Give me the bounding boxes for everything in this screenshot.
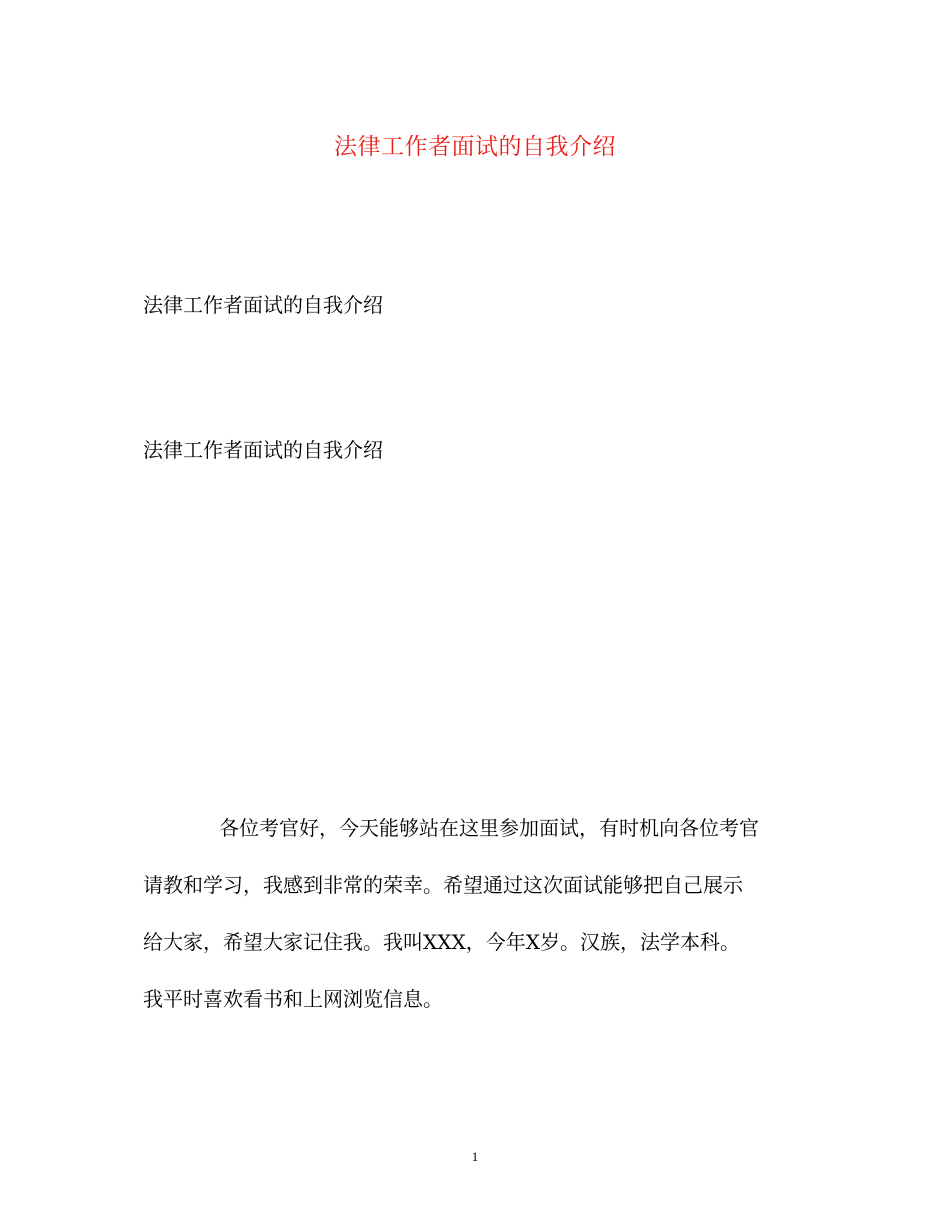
body-line-3: 给大家，希望大家记住我。我叫XXX，今年X岁。汉族，法学本科。: [143, 930, 740, 954]
body-line-4: 我平时喜欢看书和上网浏览信息。: [143, 987, 443, 1011]
body-line-1: 各位考官好，今天能够站在这里参加面试，有时机向各位考官: [219, 816, 759, 840]
subheading-2: 法律工作者面试的自我介绍: [143, 438, 383, 462]
body-paragraph: [143, 800, 813, 1028]
body-line-2: 请教和学习，我感到非常的荣幸。希望通过这次面试能够把自己展示: [143, 873, 743, 897]
subheading-1: 法律工作者面试的自我介绍: [143, 293, 383, 317]
document-title: 法律工作者面试的自我介绍: [334, 134, 616, 160]
page-number: 1: [471, 1149, 479, 1164]
